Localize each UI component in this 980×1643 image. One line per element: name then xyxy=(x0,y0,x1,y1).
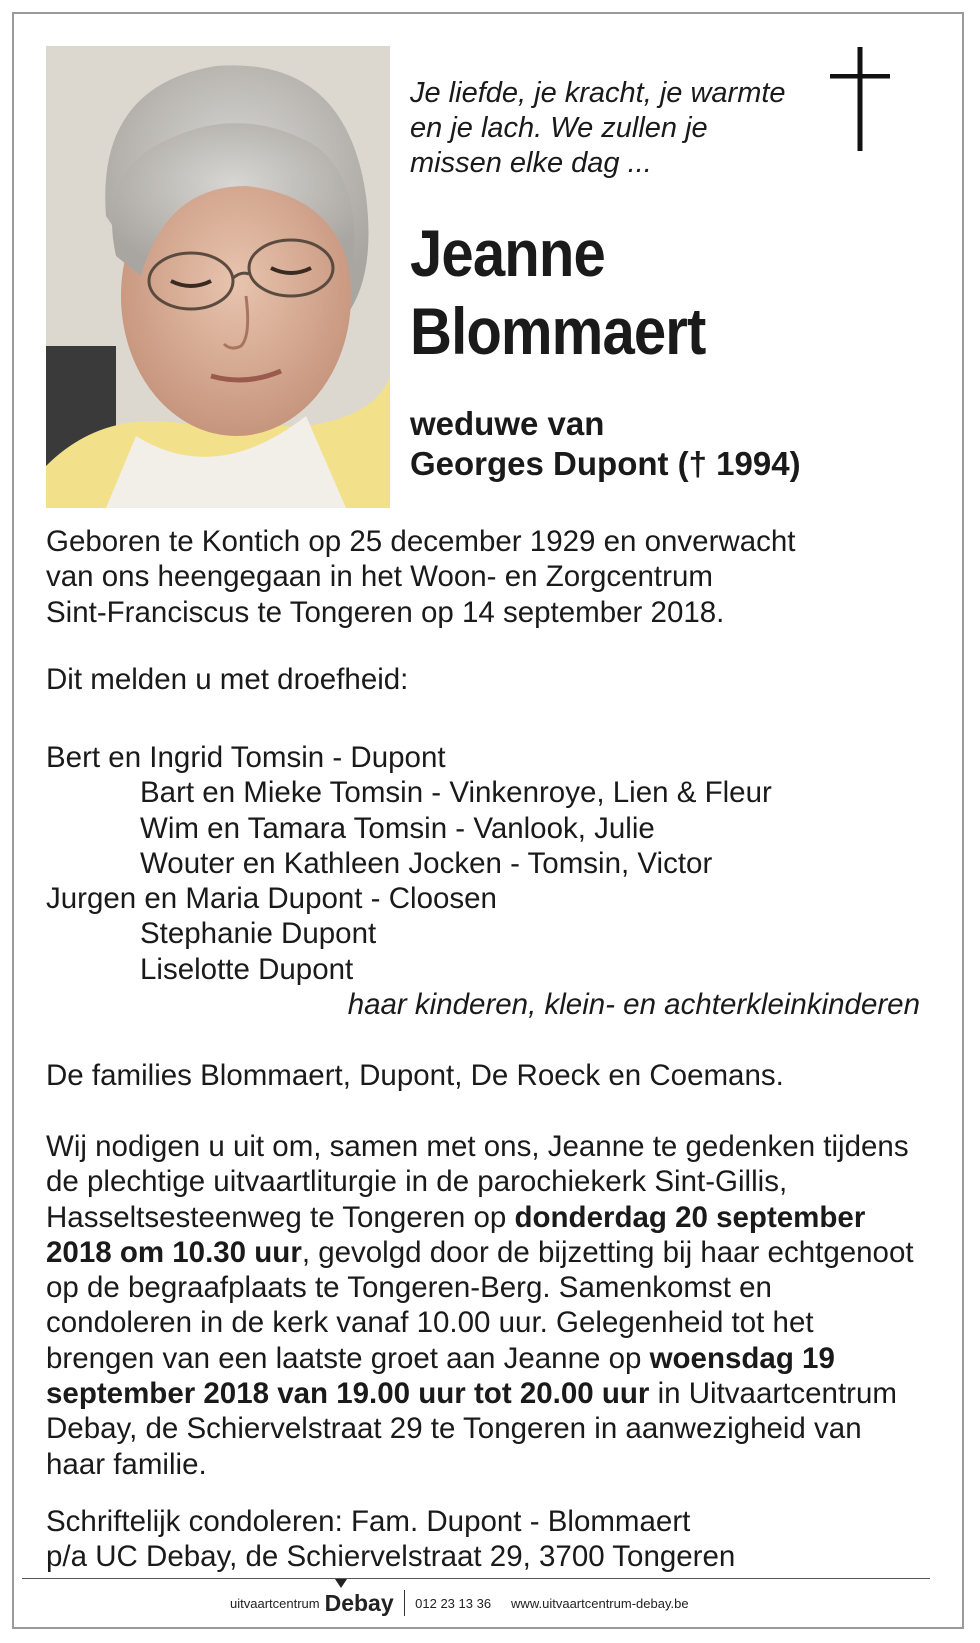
text-line: Schriftelijk condoleren: Fam. Dupont - Blommaert xyxy=(46,1505,691,1538)
families-line: De families Blommaert, Dupont, De Roeck en Coemans. xyxy=(46,1059,784,1092)
funeral-date: donderdag 20 september 2018 om 10.30 uur xyxy=(46,1200,866,1269)
visitation-date: woensdag 19 september 2018 van 19.00 uur tot 20.00 uur xyxy=(46,1341,835,1411)
family-member: Stephanie Dupont xyxy=(140,917,377,951)
footer-phone: 012 23 13 36 xyxy=(415,1595,492,1611)
first-name: Jeanne xyxy=(410,216,605,290)
widow-of xyxy=(410,404,801,484)
deceased-name xyxy=(410,214,705,370)
footer-prefix: uitvaartcentrum xyxy=(230,1595,320,1611)
triangle-marker-icon xyxy=(335,1579,347,1588)
announcement: Dit melden u met droefheid: xyxy=(46,663,409,696)
text-line: p/a UC Debay, de Schiervelstraat 29, 3700 Tongeren xyxy=(46,1540,736,1574)
condolence-address xyxy=(46,1504,735,1575)
quote-line: missen elke dag ... xyxy=(410,147,652,179)
invite-text: in Uitvaartcentrum Debay, de Schiervelstraat 29 te Tongeren in aanwezigheid van haar familie. xyxy=(46,1377,897,1481)
family-member: Bart en Mieke Tomsin - Vinkenroye, Lien & Fleur xyxy=(140,776,772,810)
portrait-photo xyxy=(46,46,390,508)
text-line: van ons heengegaan in het Woon- en Zorgcentrum xyxy=(46,560,713,594)
family-list xyxy=(46,740,926,1022)
birth-death-info xyxy=(46,524,926,630)
family-member: Bert en Ingrid Tomsin - Dupont xyxy=(46,741,446,774)
invite-text: , gevolgd door de bijzetting bij haar echtgenoot op de begraafplaats te Tongeren-Berg. Samenkomst en condoleren in de kerk vanaf 10.00 uur. Gelegenheid tot het brengen van een laatste groet aan Jeanne op xyxy=(46,1235,914,1375)
cross-icon xyxy=(830,47,890,151)
family-member: Wim en Tamara Tomsin - Vanlook, Julie xyxy=(140,811,655,845)
quote-line: Je liefde, je kracht, je warmte xyxy=(410,77,786,109)
footer-website[interactable]: www.uitvaartcentrum-debay.be xyxy=(511,1595,689,1611)
quote-line: en je lach. We zullen je xyxy=(410,112,708,144)
footer-separator xyxy=(404,1590,406,1616)
widow-label: weduwe van xyxy=(410,405,605,442)
kin-caption: haar kinderen, klein- en achterkleinkinderen xyxy=(347,988,920,1022)
text-line: Sint-Franciscus te Tongeren op 14 september 2018. xyxy=(46,595,725,629)
memorial-quote xyxy=(410,76,830,181)
text-line: Geboren te Kontich op 25 december 1929 en onverwacht xyxy=(46,525,796,558)
family-member: Jurgen en Maria Dupont - Cloosen xyxy=(46,882,497,916)
spouse-name: Georges Dupont († 1994) xyxy=(410,445,801,482)
funeral-invitation xyxy=(46,1129,926,1482)
last-name: Blommaert xyxy=(410,294,706,368)
family-member: Wouter en Kathleen Jocken - Tomsin, Victor xyxy=(140,846,713,880)
footer xyxy=(230,1588,689,1618)
footer-divider xyxy=(22,1578,930,1579)
family-member: Liselotte Dupont xyxy=(140,952,354,986)
footer-brand: Debay xyxy=(324,1589,394,1616)
invite-text: Wij nodigen u uit om, samen met ons, Jeanne te gedenken tijdens de plechtige uitvaartliturgie in de parochiekerk Sint-Gillis, Hasseltsesteenweg te Tongeren op xyxy=(46,1130,909,1234)
